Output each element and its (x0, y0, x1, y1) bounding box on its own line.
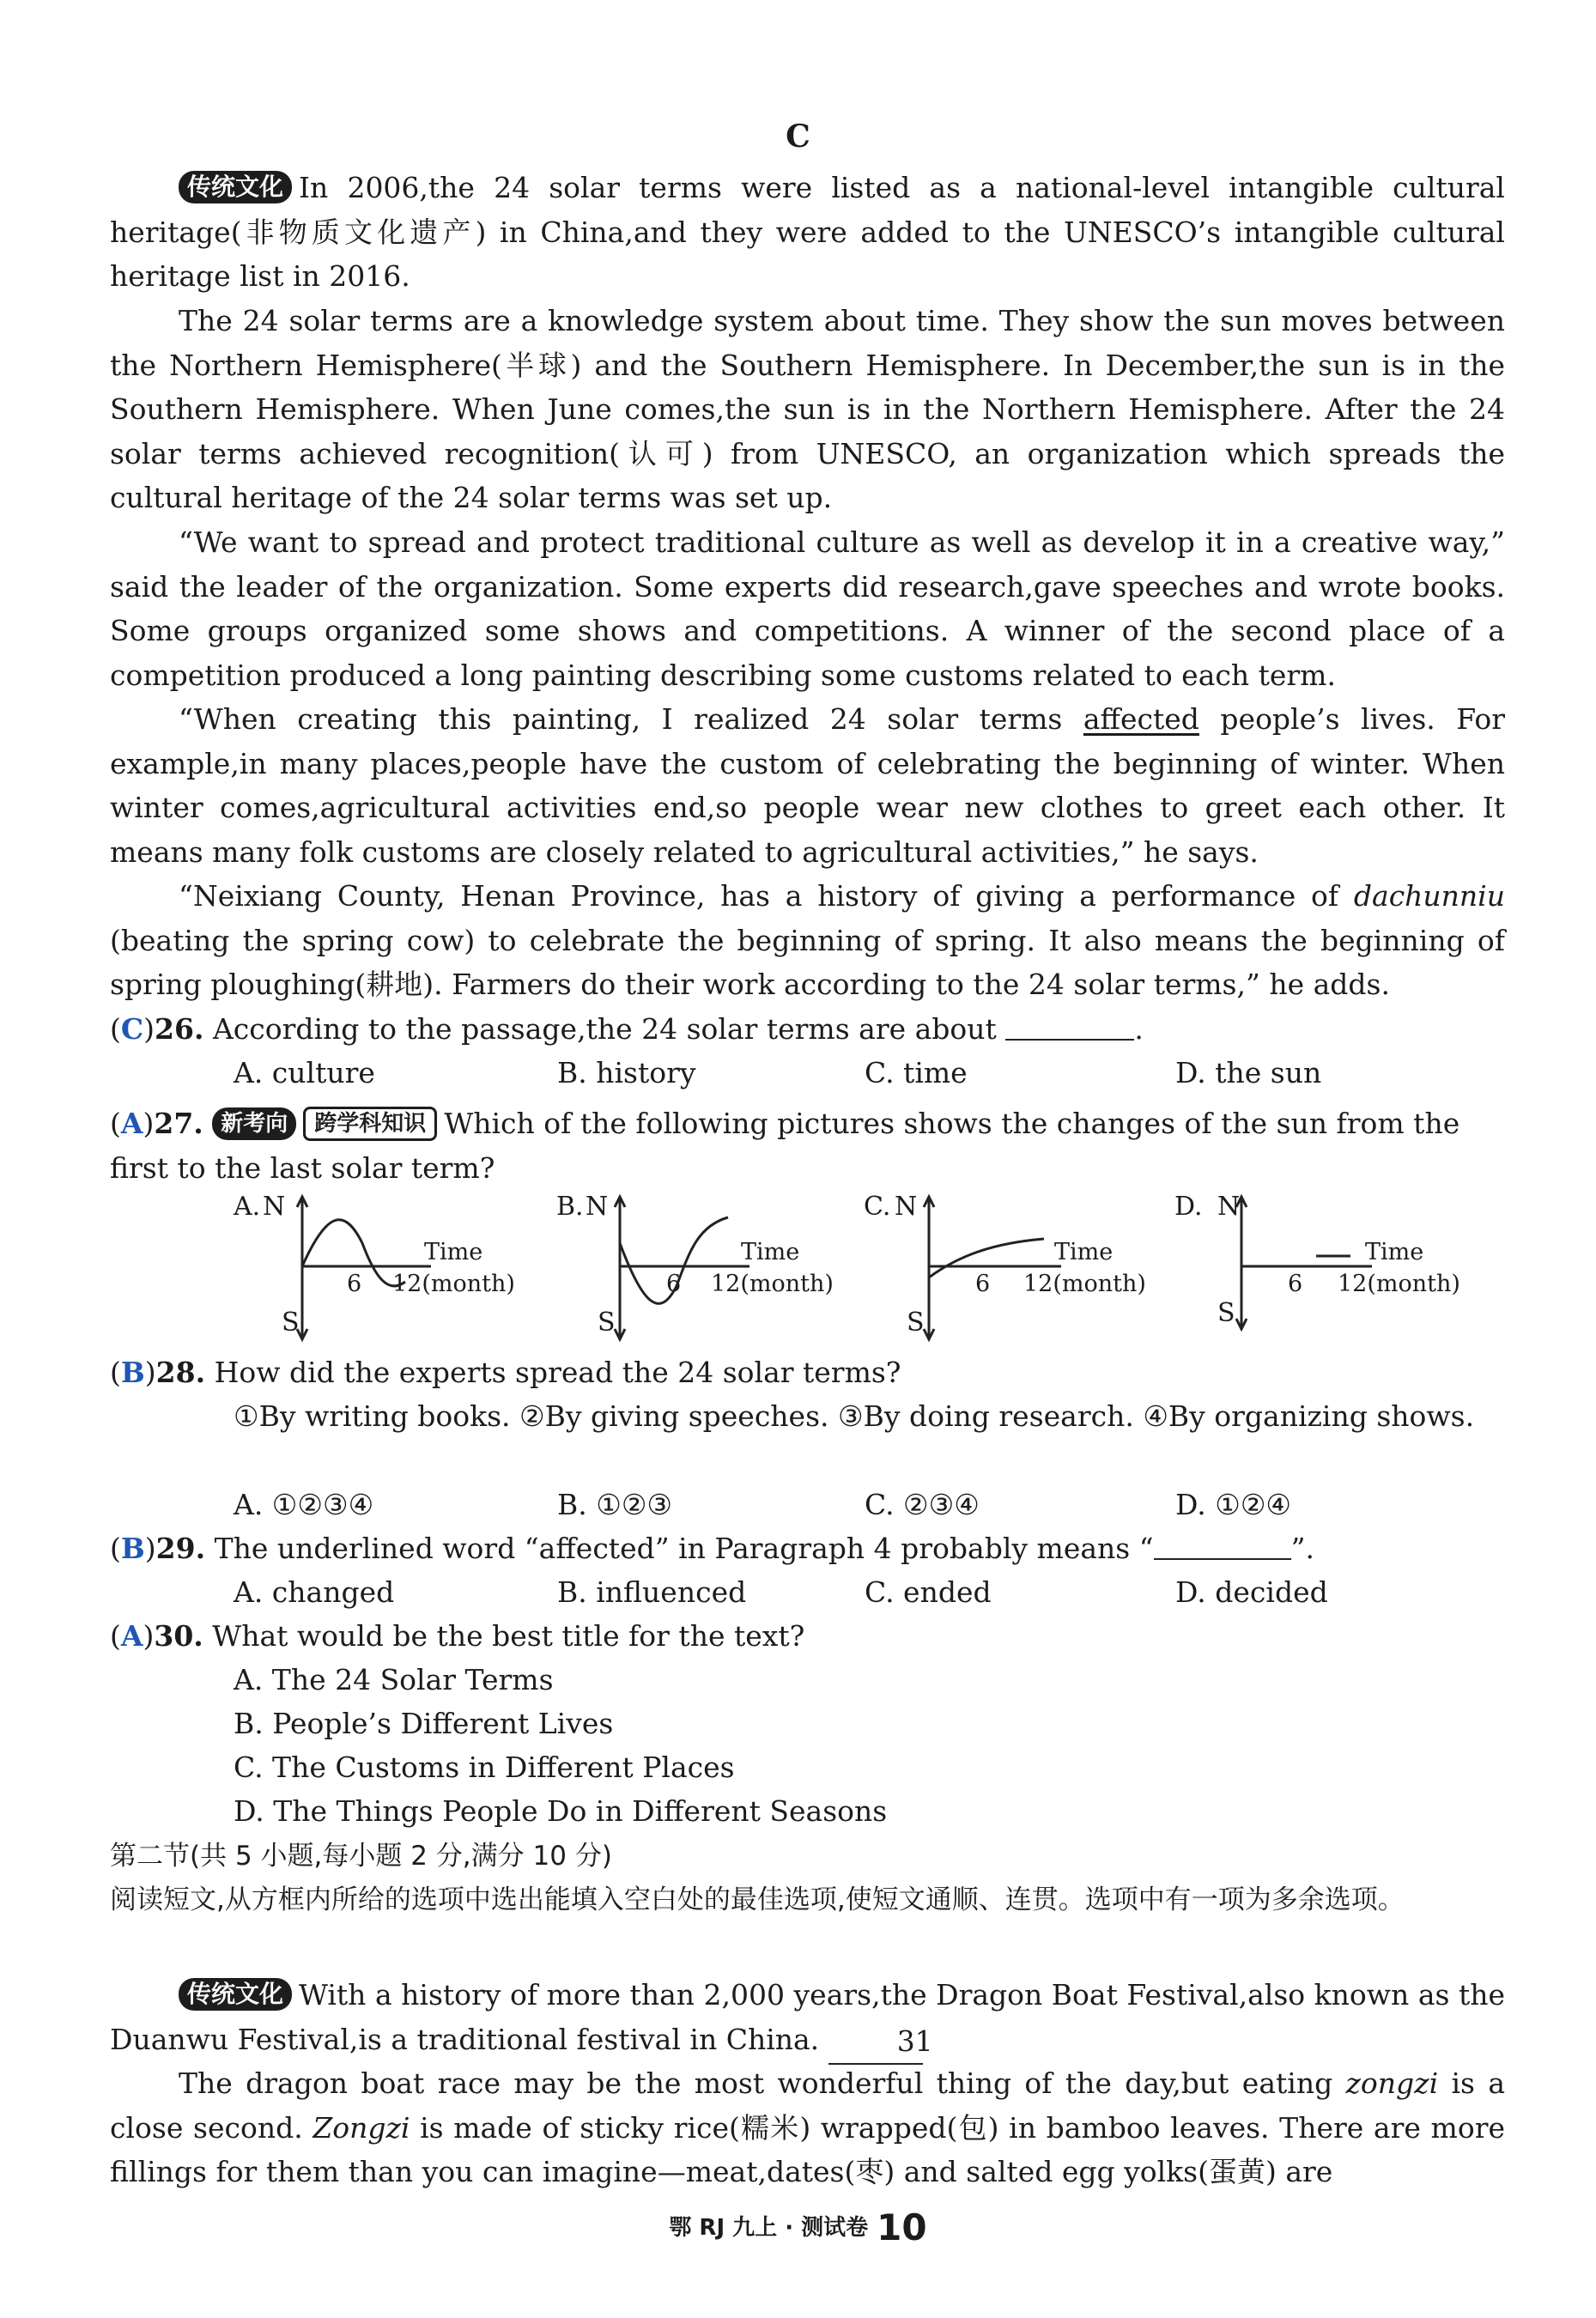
question-29: (B)29. The underlined word “affected” in Paragraph 4 probably means “ ”. (110, 1532, 1314, 1565)
question-30-option-b: B. People’s Different Lives (234, 1707, 614, 1740)
option-d: D. decided (1175, 1575, 1328, 1609)
option-d: D. the sun (1175, 1056, 1322, 1089)
option-d: D. ①②④ (1175, 1488, 1292, 1521)
section-2-paragraph-1: 传统文化 With a history of more than 2,000 years,the Dragon Boat Festival,also known as the Duanwu Festival,is a traditional festival in China. 31 (110, 1973, 1505, 2065)
graph-option-b: B. N S Time 6 12(month) (556, 1192, 865, 1346)
footer-text: 鄂 RJ 九上 · 测试卷 (669, 2215, 869, 2241)
answer-26: C (120, 1012, 144, 1046)
option-c: C. ended (865, 1575, 992, 1609)
passage-paragraph-2: The 24 solar terms are a knowledge system about time. They show the sun moves between the Northern Hemisphere(半球) and the Southern Hemisphere. In December,the sun is in the Southern Hemisphere. When June comes,the sun is in the Northern Hemisphere. After the 24 solar terms achieved recognition(认可) from UNESCO, an organization which spreads the cultural heritage of the 24 solar terms was set up. (110, 304, 1505, 514)
answer-29: B (120, 1532, 145, 1565)
passage-paragraph-4: “When creating this painting, I realized 24 solar terms affected people’s lives. For example,in many places,people have the custom of celebrating the beginning of winter. When winter comes,agricultural activities end,so people wear new clothes to greet each other. It means many folk customs are closely related to agricultural activities,” he says. (110, 702, 1505, 869)
answer-28: B (120, 1356, 145, 1389)
passage-paragraph-3: “We want to spread and protect traditional culture as well as develop it in a creative way,” said the leader of the organization. Some experts did research,gave speeches and wrote books. Some groups organized some shows and competitions. A winner of the second place of a competition produced a long painting describing some customs related to each term. (110, 525, 1505, 692)
question-30-option-d: D. The Things People Do in Different Seasons (234, 1794, 888, 1828)
question-30: (A)30. What would be the best title for the text? (110, 1619, 805, 1653)
page-footer (0, 2206, 1596, 2248)
question-30-option-c: C. The Customs in Different Places (234, 1751, 735, 1784)
graph-d-drawing (1174, 1192, 1484, 1346)
blank-31: 31 (828, 2019, 923, 2066)
graph-option-d: D. N S Time 6 12(month) (1174, 1192, 1484, 1346)
option-a: A. ①②③④ (234, 1488, 374, 1521)
section-2-paragraph-2: The dragon boat race may be the most wonderful thing of the day,but eating zongzi is a close second. Zongzi is made of sticky rice(糯米) wrapped(包) in bamboo leaves. There are more fillings for them than you can imagine—meat,dates(枣) and salted egg yolks(蛋黄) are (110, 2066, 1505, 2188)
section-2-heading: 第二节(共 5 小题,每小题 2 分,满分 10 分) (110, 1841, 612, 1872)
question-30-option-a: A. The 24 Solar Terms (234, 1663, 554, 1696)
graph-option-c: C. N S Time 6 12(month) (864, 1192, 1173, 1346)
question-28: (B)28. How did the experts spread the 24 solar terms? (110, 1356, 901, 1389)
graph-a-drawing (234, 1192, 543, 1346)
cross-subject-tag: 跨学科知识 (303, 1107, 437, 1141)
page-number: 10 (877, 2206, 927, 2248)
graph-c-drawing (864, 1192, 1173, 1346)
question-27: (A)27. 新考向 跨学科知识 Which of the following pictures shows the changes of the sun from the first to the last solar term? (110, 1107, 1460, 1185)
question-28-statements: ①By writing books. ②By giving speeches. ③By doing research. ④By organizing shows. (234, 1399, 1475, 1433)
passage-paragraph-5: “Neixiang County, Henan Province, has a history of giving a performance of dachunniu (beating the spring cow) to celebrate the beginning of spring. It also means the beginning of spring ploughing(耕地). Farmers do their work according to the 24 solar terms,” he adds. (110, 879, 1505, 1001)
section-letter: C (786, 118, 810, 155)
option-b: B. history (557, 1056, 696, 1089)
passage-paragraph-1: 传统文化 In 2006,the 24 solar terms were listed as a national-level intangible cultural heritage(非物质文化遗产) in China,and they were added to the UNESCO’s intangible cultural heritage list in 2016. (110, 171, 1505, 293)
new-direction-tag: 新考向 (212, 1107, 296, 1140)
option-b: B. ①②③ (557, 1488, 672, 1521)
option-a: A. culture (234, 1056, 375, 1089)
option-c: C. time (865, 1056, 968, 1089)
answer-27: A (120, 1107, 143, 1140)
section-2-instructions: 阅读短文,从方框内所给的选项中选出能填入空白处的最佳选项,使短文通顺、连贯。选项中有一项为多余选项。 (110, 1884, 1405, 1915)
tradition-culture-tag-2: 传统文化 (179, 1978, 292, 2011)
option-c: C. ②③④ (865, 1488, 980, 1521)
underlined-word-affected: affected (1083, 702, 1199, 736)
graph-b-drawing (556, 1192, 865, 1346)
graph-option-a: A. N S Time 6 12(month) (234, 1192, 543, 1346)
option-a: A. changed (234, 1575, 395, 1609)
question-26: (C)26. According to the passage,the 24 solar terms are about . (110, 1012, 1144, 1046)
option-b: B. influenced (557, 1575, 747, 1609)
answer-30: A (120, 1619, 143, 1653)
tradition-culture-tag: 传统文化 (179, 171, 292, 203)
